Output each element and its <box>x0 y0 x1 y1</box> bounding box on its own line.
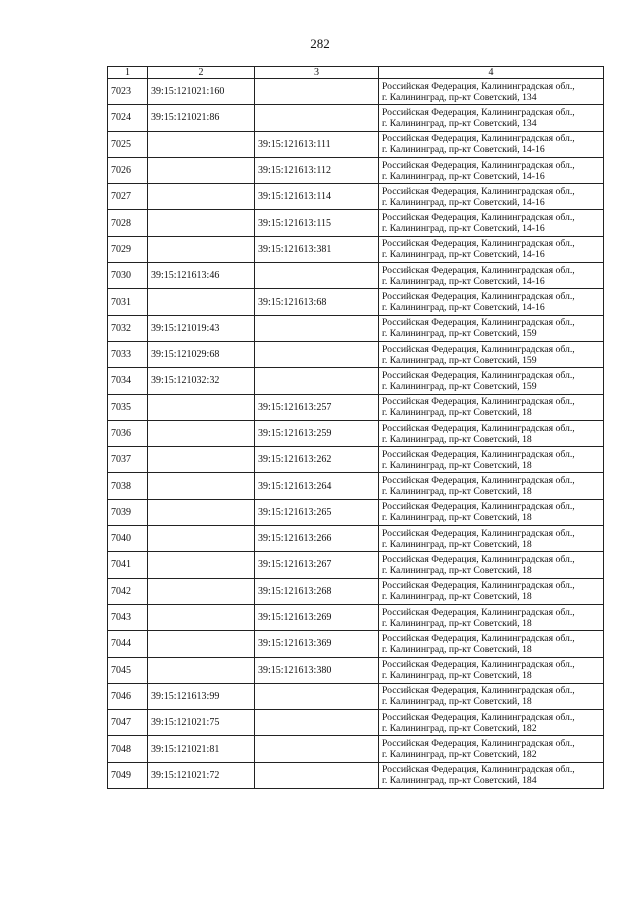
table-row <box>108 499 604 525</box>
cadastral-number-cell <box>255 683 379 709</box>
table-row <box>108 184 604 210</box>
column-header-4: 4 <box>379 67 604 79</box>
address-cell <box>379 447 604 473</box>
address-cell <box>379 157 604 183</box>
table-row <box>108 447 604 473</box>
address-line-1: Российская Федерация, Калининградская обл., <box>382 343 575 355</box>
row-number-cell: 7027 <box>108 184 148 210</box>
address-line-2: г. Калининград, пр-кт Советский, 18 <box>382 433 532 445</box>
address-line-1: Российская Федерация, Калининградская обл., <box>382 133 575 145</box>
cadastral-number-cell: 39:15:121613:264 <box>255 473 379 499</box>
address-cell <box>379 184 604 210</box>
cadastral-number-cell: 39:15:121613:381 <box>255 236 379 262</box>
address-line-1: Российская Федерация, Калининградская обл., <box>382 369 575 381</box>
table-row <box>108 210 604 236</box>
table-row <box>108 289 604 315</box>
cadastral-number-cell: 39:15:121613:259 <box>255 420 379 446</box>
address-cell <box>379 657 604 683</box>
cadastral-number-cell <box>255 79 379 105</box>
address-line-2: г. Калининград, пр-кт Советский, 18 <box>382 670 532 682</box>
row-number-cell: 7032 <box>108 315 148 341</box>
row-number-cell: 7041 <box>108 552 148 578</box>
cadastral-number-cell: 39:15:121613:268 <box>255 578 379 604</box>
address-line-2: г. Калининград, пр-кт Советский, 14-16 <box>382 196 545 208</box>
row-number-cell: 7046 <box>108 683 148 709</box>
address-line-1: Российская Федерация, Калининградская обл., <box>382 396 575 408</box>
cadastral-number-cell <box>148 657 255 683</box>
row-number-cell: 7025 <box>108 131 148 157</box>
address-cell <box>379 420 604 446</box>
address-line-2: г. Калининград, пр-кт Советский, 159 <box>382 328 537 340</box>
table-row <box>108 420 604 446</box>
address-line-2: г. Калининград, пр-кт Советский, 182 <box>382 722 537 734</box>
cadastral-number-cell <box>148 184 255 210</box>
cadastral-number-cell <box>148 236 255 262</box>
row-number-cell: 7045 <box>108 657 148 683</box>
cadastral-number-cell <box>148 631 255 657</box>
cadastral-number-cell: 39:15:121613:262 <box>255 447 379 473</box>
address-line-1: Российская Федерация, Калининградская обл., <box>382 291 575 303</box>
row-number-cell: 7049 <box>108 762 148 788</box>
table-row <box>108 157 604 183</box>
address-line-2: г. Калининград, пр-кт Советский, 18 <box>382 696 532 708</box>
table-row <box>108 315 604 341</box>
cadastral-number-cell <box>148 526 255 552</box>
page-number: 282 <box>310 36 330 51</box>
row-number-cell: 7043 <box>108 604 148 630</box>
address-line-1: Российская Федерация, Калининградская обл., <box>382 738 575 750</box>
cadastral-number-cell: 39:15:121613:115 <box>255 210 379 236</box>
cadastral-number-cell: 39:15:121613:46 <box>148 263 255 289</box>
address-line-2: г. Калининград, пр-кт Советский, 18 <box>382 512 532 524</box>
row-number-cell: 7031 <box>108 289 148 315</box>
row-number-cell: 7034 <box>108 368 148 394</box>
cadastral-number-cell <box>148 420 255 446</box>
address-line-1: Российская Федерация, Калининградская обл., <box>382 448 575 460</box>
cadastral-number-cell: 39:15:121613:267 <box>255 552 379 578</box>
column-header-3: 3 <box>255 67 379 79</box>
address-line-2: г. Калининград, пр-кт Советский, 18 <box>382 617 532 629</box>
address-cell <box>379 499 604 525</box>
cadastral-number-cell <box>255 736 379 762</box>
address-line-2: г. Калининград, пр-кт Советский, 14-16 <box>382 249 545 261</box>
cadastral-number-cell <box>148 210 255 236</box>
table-row <box>108 473 604 499</box>
cadastral-number-cell <box>148 499 255 525</box>
address-line-1: Российская Федерация, Калининградская обл., <box>382 475 575 487</box>
cadastral-number-cell <box>255 315 379 341</box>
address-cell <box>379 263 604 289</box>
cadastral-number-cell <box>255 762 379 788</box>
address-line-2: г. Калининград, пр-кт Советский, 159 <box>382 354 537 366</box>
address-cell <box>379 131 604 157</box>
cadastral-number-cell: 39:15:121021:86 <box>148 105 255 131</box>
row-number-cell: 7048 <box>108 736 148 762</box>
address-line-1: Российская Федерация, Калининградская обл., <box>382 553 575 565</box>
cadastral-number-cell <box>255 368 379 394</box>
address-line-1: Российская Федерация, Калининградская обл., <box>382 317 575 329</box>
column-header-2: 2 <box>148 67 255 79</box>
address-line-1: Российская Федерация, Калининградская обл., <box>382 685 575 697</box>
address-line-2: г. Калининград, пр-кт Советский, 14-16 <box>382 223 545 235</box>
cadastral-number-cell: 39:15:121613:380 <box>255 657 379 683</box>
row-number-cell: 7028 <box>108 210 148 236</box>
table-row <box>108 631 604 657</box>
table-row <box>108 236 604 262</box>
address-line-2: г. Калининград, пр-кт Советский, 18 <box>382 591 532 603</box>
table-row <box>108 79 604 105</box>
address-line-2: г. Калининград, пр-кт Советский, 18 <box>382 459 532 471</box>
row-number-cell: 7047 <box>108 710 148 736</box>
address-cell <box>379 526 604 552</box>
address-line-1: Российская Федерация, Калининградская обл., <box>382 212 575 224</box>
address-line-2: г. Калининград, пр-кт Советский, 14-16 <box>382 144 545 156</box>
address-line-1: Российская Федерация, Калининградская обл., <box>382 711 575 723</box>
cadastral-number-cell <box>148 473 255 499</box>
address-cell <box>379 578 604 604</box>
table-row <box>108 762 604 788</box>
address-line-2: г. Калининград, пр-кт Советский, 18 <box>382 486 532 498</box>
cadastral-number-cell: 39:15:121019:43 <box>148 315 255 341</box>
address-line-2: г. Калининград, пр-кт Советский, 14-16 <box>382 170 545 182</box>
address-cell <box>379 79 604 105</box>
registry-table <box>107 66 604 789</box>
address-line-2: г. Калининград, пр-кт Советский, 134 <box>382 117 537 129</box>
address-line-1: Российская Федерация, Калининградская обл., <box>382 501 575 513</box>
address-cell <box>379 105 604 131</box>
cadastral-number-cell: 39:15:121613:266 <box>255 526 379 552</box>
cadastral-number-cell: 39:15:121613:269 <box>255 604 379 630</box>
table-row <box>108 578 604 604</box>
address-cell <box>379 210 604 236</box>
table-row <box>108 341 604 367</box>
address-line-2: г. Калининград, пр-кт Советский, 14-16 <box>382 275 545 287</box>
address-line-2: г. Калининград, пр-кт Советский, 134 <box>382 91 537 103</box>
address-cell <box>379 604 604 630</box>
address-cell <box>379 394 604 420</box>
cadastral-number-cell: 39:15:121613:111 <box>255 131 379 157</box>
address-cell <box>379 736 604 762</box>
cadastral-number-cell <box>255 341 379 367</box>
cadastral-number-cell: 39:15:121029:68 <box>148 341 255 367</box>
address-line-1: Российская Федерация, Калининградская обл., <box>382 659 575 671</box>
cadastral-number-cell <box>255 710 379 736</box>
address-line-1: Российская Федерация, Калининградская обл., <box>382 264 575 276</box>
cadastral-number-cell <box>148 289 255 315</box>
address-line-2: г. Калининград, пр-кт Советский, 159 <box>382 380 537 392</box>
table-row <box>108 263 604 289</box>
address-cell <box>379 341 604 367</box>
address-line-2: г. Калининград, пр-кт Советский, 182 <box>382 749 537 761</box>
cadastral-number-cell: 39:15:121613:99 <box>148 683 255 709</box>
address-line-2: г. Калининград, пр-кт Советский, 18 <box>382 564 532 576</box>
address-line-1: Российская Федерация, Калининградская обл., <box>382 106 575 118</box>
table-row <box>108 736 604 762</box>
cadastral-number-cell: 39:15:121021:160 <box>148 79 255 105</box>
address-cell <box>379 289 604 315</box>
table-row <box>108 552 604 578</box>
address-cell <box>379 473 604 499</box>
address-cell <box>379 683 604 709</box>
address-cell <box>379 710 604 736</box>
cadastral-number-cell: 39:15:121613:369 <box>255 631 379 657</box>
table-row <box>108 657 604 683</box>
address-line-1: Российская Федерация, Калининградская обл., <box>382 580 575 592</box>
cadastral-number-cell <box>255 105 379 131</box>
row-number-cell: 7030 <box>108 263 148 289</box>
table-row <box>108 368 604 394</box>
address-line-2: г. Калининград, пр-кт Советский, 18 <box>382 643 532 655</box>
address-cell <box>379 236 604 262</box>
row-number-cell: 7026 <box>108 157 148 183</box>
cadastral-number-cell: 39:15:121021:81 <box>148 736 255 762</box>
table-row <box>108 604 604 630</box>
cadastral-number-cell <box>148 578 255 604</box>
address-cell <box>379 368 604 394</box>
address-cell <box>379 315 604 341</box>
cadastral-number-cell: 39:15:121021:72 <box>148 762 255 788</box>
address-line-1: Российская Федерация, Калининградская обл., <box>382 238 575 250</box>
address-line-1: Российская Федерация, Калининградская обл., <box>382 185 575 197</box>
address-line-1: Российская Федерация, Калининградская обл., <box>382 159 575 171</box>
table-row <box>108 394 604 420</box>
cadastral-number-cell: 39:15:121613:112 <box>255 157 379 183</box>
address-line-1: Российская Федерация, Калининградская обл., <box>382 632 575 644</box>
address-line-1: Российская Федерация, Калининградская обл., <box>382 606 575 618</box>
cadastral-number-cell <box>148 604 255 630</box>
cadastral-number-cell <box>148 552 255 578</box>
cadastral-number-cell: 39:15:121613:68 <box>255 289 379 315</box>
cadastral-number-cell <box>255 263 379 289</box>
address-line-2: г. Калининград, пр-кт Советский, 18 <box>382 407 532 419</box>
address-cell <box>379 631 604 657</box>
cadastral-number-cell <box>148 131 255 157</box>
row-number-cell: 7039 <box>108 499 148 525</box>
row-number-cell: 7036 <box>108 420 148 446</box>
table-row <box>108 526 604 552</box>
table-header-row <box>108 67 604 79</box>
address-line-1: Российская Федерация, Калининградская обл., <box>382 527 575 539</box>
cadastral-number-cell: 39:15:121032:32 <box>148 368 255 394</box>
cadastral-number-cell <box>148 447 255 473</box>
address-line-1: Российская Федерация, Калининградская обл., <box>382 764 575 776</box>
address-line-2: г. Калининград, пр-кт Советский, 14-16 <box>382 302 545 314</box>
column-header-1: 1 <box>108 67 148 79</box>
address-cell <box>379 552 604 578</box>
cadastral-number-cell: 39:15:121613:265 <box>255 499 379 525</box>
table-row <box>108 710 604 736</box>
row-number-cell: 7044 <box>108 631 148 657</box>
cadastral-number-cell: 39:15:121021:75 <box>148 710 255 736</box>
table-row <box>108 105 604 131</box>
row-number-cell: 7029 <box>108 236 148 262</box>
cadastral-number-cell: 39:15:121613:114 <box>255 184 379 210</box>
cadastral-number-cell: 39:15:121613:257 <box>255 394 379 420</box>
address-cell <box>379 762 604 788</box>
row-number-cell: 7033 <box>108 341 148 367</box>
row-number-cell: 7040 <box>108 526 148 552</box>
address-line-2: г. Калининград, пр-кт Советский, 18 <box>382 538 532 550</box>
table-row <box>108 131 604 157</box>
row-number-cell: 7035 <box>108 394 148 420</box>
cadastral-number-cell <box>148 394 255 420</box>
address-line-1: Российская Федерация, Калининградская обл., <box>382 80 575 92</box>
row-number-cell: 7037 <box>108 447 148 473</box>
row-number-cell: 7042 <box>108 578 148 604</box>
row-number-cell: 7023 <box>108 79 148 105</box>
address-line-1: Российская Федерация, Калининградская обл., <box>382 422 575 434</box>
address-line-2: г. Калининград, пр-кт Советский, 184 <box>382 775 537 787</box>
row-number-cell: 7024 <box>108 105 148 131</box>
cadastral-number-cell <box>148 157 255 183</box>
table-row <box>108 683 604 709</box>
row-number-cell: 7038 <box>108 473 148 499</box>
